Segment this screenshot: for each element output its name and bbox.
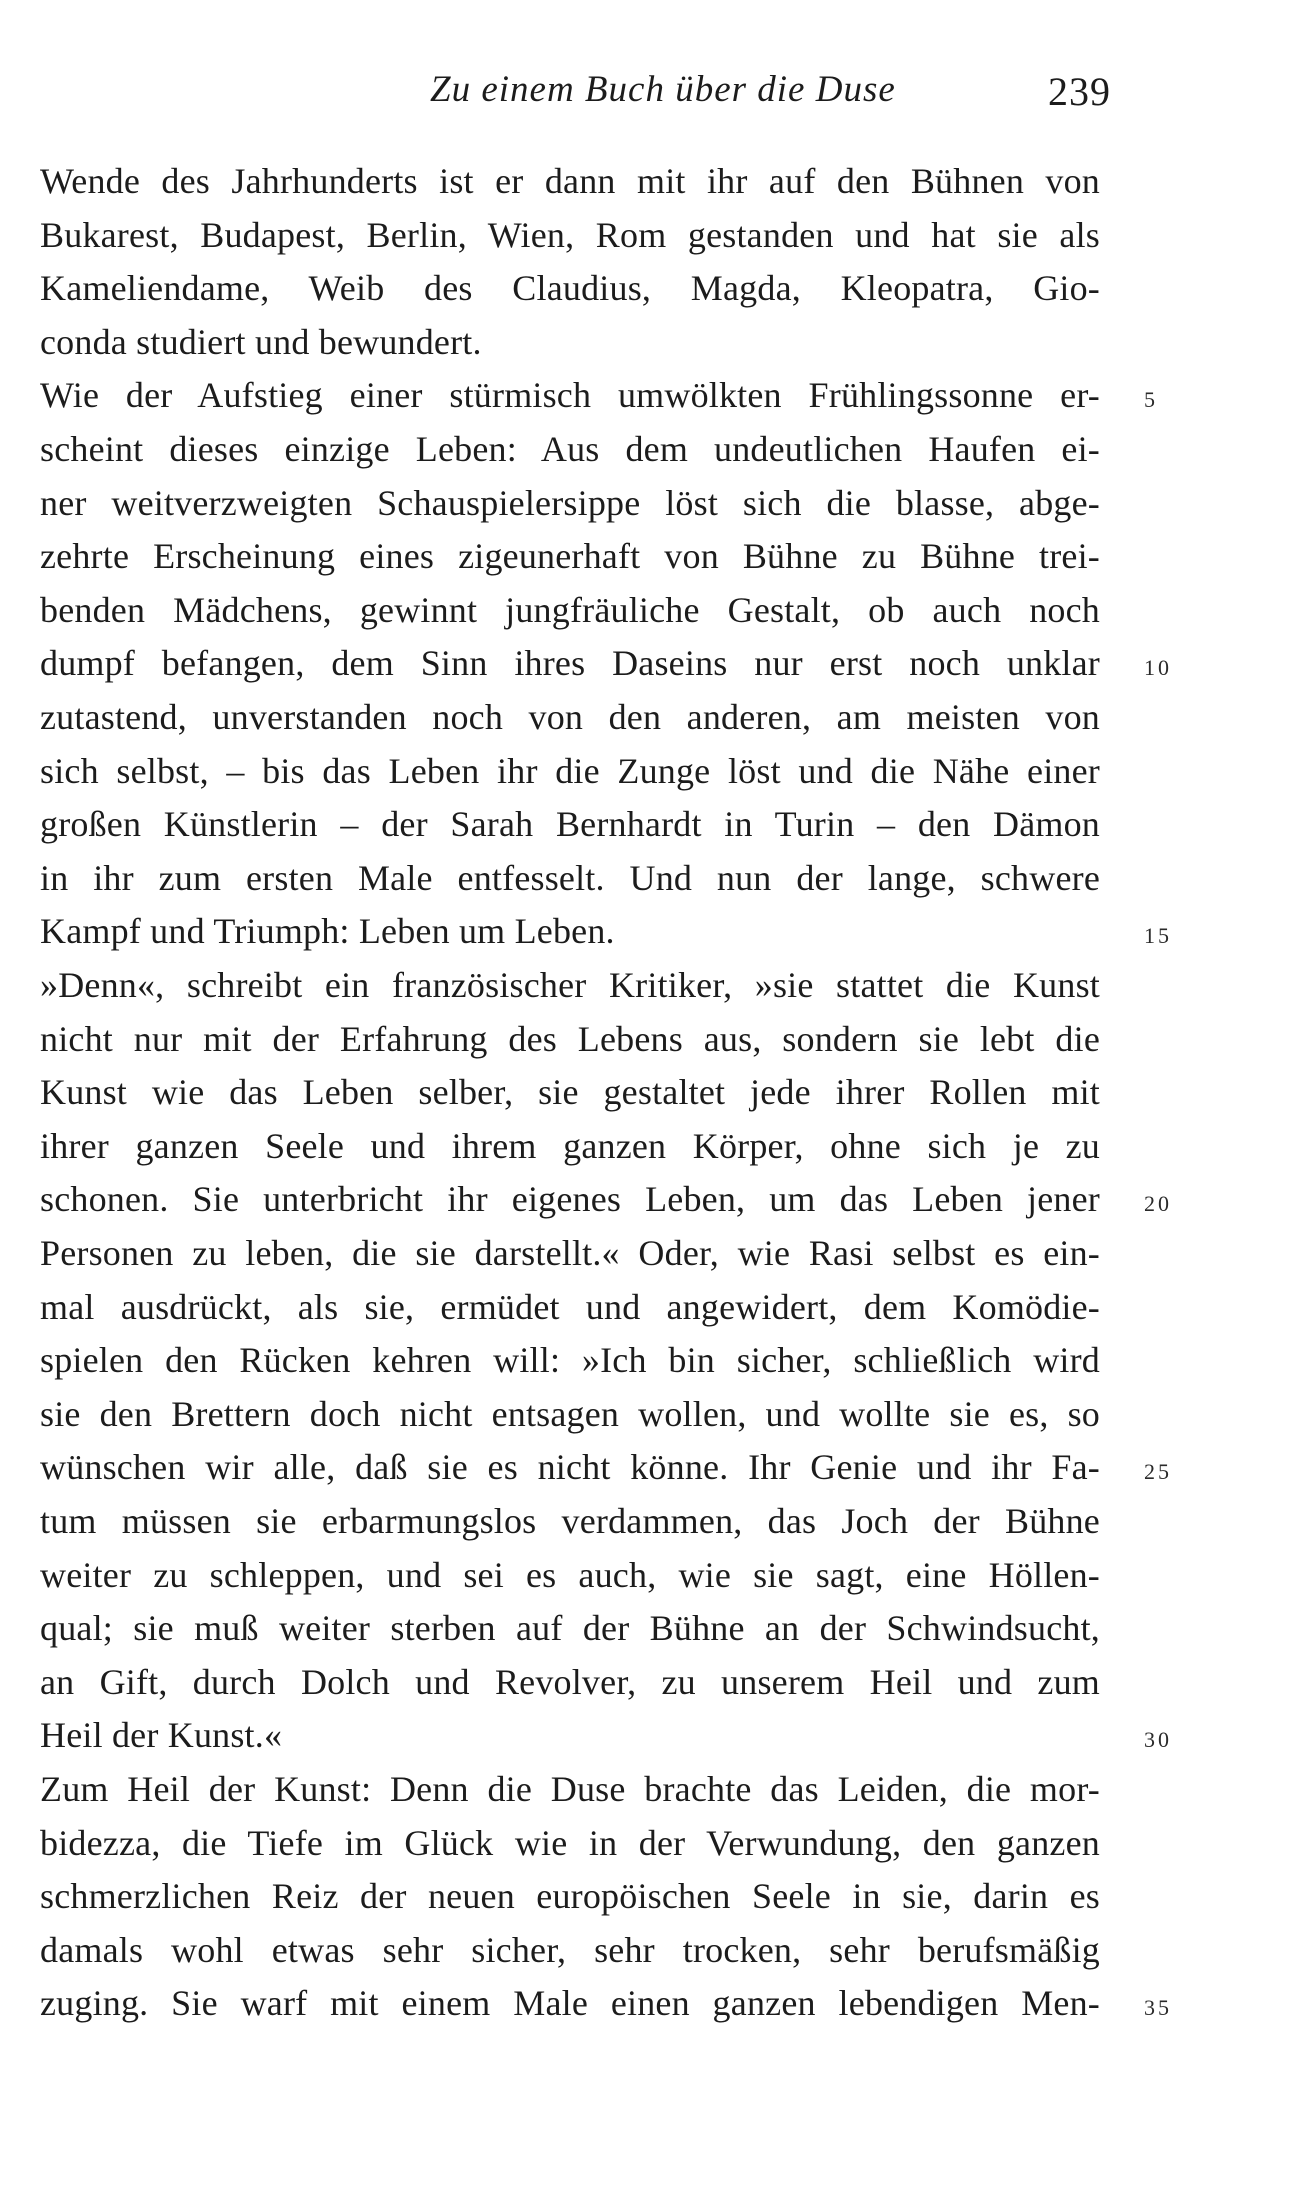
text-line — [40, 1713, 1240, 1767]
text-line — [40, 481, 1240, 535]
line-text: Heil der Kunst.« — [40, 1715, 283, 1756]
line-text: Zum Heil der Kunst: Denn die Duse brachte das Leiden, die mor- — [40, 1769, 1100, 1809]
line-text: scheint dieses einzige Leben: Aus dem undeutlichen Haufen ei- — [40, 429, 1100, 469]
text-line — [40, 1231, 1240, 1285]
line-text: Kampf und Triumph: Leben um Leben. — [40, 911, 615, 952]
text-line — [40, 641, 1240, 695]
line-text: sich selbst, – bis das Leben ihr die Zunge löst und die Nähe einer — [40, 750, 1100, 791]
text-line — [40, 1928, 1240, 1982]
line-text: ner weitverzweigten Schauspielersippe löst sich die blasse, abge- — [40, 482, 1100, 523]
line-text: nicht nur mit der Erfahrung des Lebens aus, sondern sie lebt die — [40, 1018, 1100, 1059]
line-text: ihrer ganzen Seele und ihrem ganzen Körper, ohne sich je zu — [40, 1125, 1100, 1166]
text-line — [40, 588, 1240, 642]
text-line — [40, 1177, 1240, 1231]
line-text: zehrte Erscheinung eines zigeunerhaft von Bühne zu Bühne trei- — [40, 536, 1100, 577]
text-line — [40, 695, 1240, 749]
text-line — [40, 1821, 1240, 1875]
text-line — [40, 320, 1240, 374]
line-number: 25 — [1144, 1459, 1172, 1485]
line-text: benden Mädchens, gewinnt jungfräuliche Gestalt, ob auch noch — [40, 589, 1100, 630]
text-line — [40, 1070, 1240, 1124]
text-line — [40, 1124, 1240, 1178]
text-line — [40, 1338, 1240, 1392]
line-number: 20 — [1144, 1191, 1172, 1217]
line-number: 35 — [1144, 1995, 1172, 2021]
text-line — [40, 802, 1240, 856]
line-text: dumpf befangen, dem Sinn ihres Daseins nur erst noch unklar — [40, 643, 1100, 684]
text-line — [40, 1660, 1240, 1714]
line-text: »Denn«, schreibt ein französischer Kritiker, »sie stattet die Kunst — [40, 965, 1100, 1005]
text-line — [40, 963, 1240, 1017]
text-line — [40, 1606, 1240, 1660]
running-title: Zu einem Buch über die Duse — [430, 69, 896, 110]
text-line — [40, 856, 1240, 910]
page-header — [430, 68, 1130, 128]
line-text: spielen den Rücken kehren will: »Ich bin sicher, schließlich wird — [40, 1340, 1100, 1381]
line-text: Bukarest, Budapest, Berlin, Wien, Rom gestanden und hat sie als — [40, 214, 1100, 255]
line-text: tum müssen sie erbarmungslos verdammen, das Joch der Bühne — [40, 1501, 1100, 1541]
text-line — [40, 1285, 1240, 1339]
line-text: zutastend, unverstanden noch von den anderen, am meisten von — [40, 697, 1100, 737]
text-line — [40, 1767, 1240, 1821]
line-text: wünschen wir alle, daß sie es nicht könne. Ihr Genie und ihr Fa- — [40, 1447, 1100, 1488]
line-text: Kameliendame, Weib des Claudius, Magda, Kleopatra, Gio- — [40, 268, 1100, 309]
text-line — [40, 427, 1240, 481]
text-line — [40, 159, 1240, 213]
text-line — [40, 1445, 1240, 1499]
text-line — [40, 1392, 1240, 1446]
text-line — [40, 909, 1240, 963]
line-number: 30 — [1144, 1727, 1172, 1753]
text-line — [40, 1874, 1240, 1928]
text-line — [40, 1017, 1240, 1071]
line-number: 5 — [1144, 387, 1158, 413]
line-text: mal ausdrückt, als sie, ermüdet und angewidert, dem Komödie- — [40, 1286, 1100, 1327]
line-text: an Gift, durch Dolch und Revolver, zu unserem Heil und zum — [40, 1661, 1100, 1702]
text-line — [40, 373, 1240, 427]
line-text: Wie der Aufstieg einer stürmisch umwölkten Frühlingssonne er- — [40, 375, 1100, 416]
line-text: Wende des Jahrhunderts ist er dann mit ihr auf den Bühnen von — [40, 161, 1100, 201]
line-text: großen Künstlerin – der Sarah Bernhardt in Turin – den Dämon — [40, 804, 1100, 845]
line-number: 15 — [1144, 923, 1172, 949]
text-line — [40, 1981, 1240, 2035]
text-line — [40, 213, 1240, 267]
page-number: 239 — [1048, 69, 1111, 114]
text-line — [40, 266, 1240, 320]
line-text: in ihr zum ersten Male entfesselt. Und nun der lange, schwere — [40, 857, 1100, 898]
line-text: damals wohl etwas sehr sicher, sehr trocken, sehr berufsmäßig — [40, 1929, 1100, 1970]
text-line — [40, 1553, 1240, 1607]
line-text: conda studiert und bewundert. — [40, 321, 482, 362]
line-text: weiter zu schleppen, und sei es auch, wie sie sagt, eine Höllen- — [40, 1554, 1100, 1595]
line-text: Personen zu leben, die sie darstellt.« Oder, wie Rasi selbst es ein- — [40, 1233, 1100, 1273]
line-number: 10 — [1144, 655, 1172, 681]
text-line — [40, 749, 1240, 803]
line-text: qual; sie muß weiter sterben auf der Bühne an der Schwindsucht, — [40, 1608, 1100, 1649]
line-text: zuging. Sie warf mit einem Male einen ganzen lebendigen Men- — [40, 1983, 1100, 2024]
line-text: schonen. Sie unterbricht ihr eigenes Leben, um das Leben jener — [40, 1179, 1100, 1220]
line-text: bidezza, die Tiefe im Glück wie in der Verwundung, den ganzen — [40, 1822, 1100, 1863]
text-line — [40, 534, 1240, 588]
text-line — [40, 1499, 1240, 1553]
line-text: sie den Brettern doch nicht entsagen wollen, und wollte sie es, so — [40, 1393, 1100, 1434]
line-text: Kunst wie das Leben selber, sie gestaltet jede ihrer Rollen mit — [40, 1072, 1100, 1113]
line-text: schmerzlichen Reiz der neuen europöischen Seele in sie, darin es — [40, 1876, 1100, 1917]
